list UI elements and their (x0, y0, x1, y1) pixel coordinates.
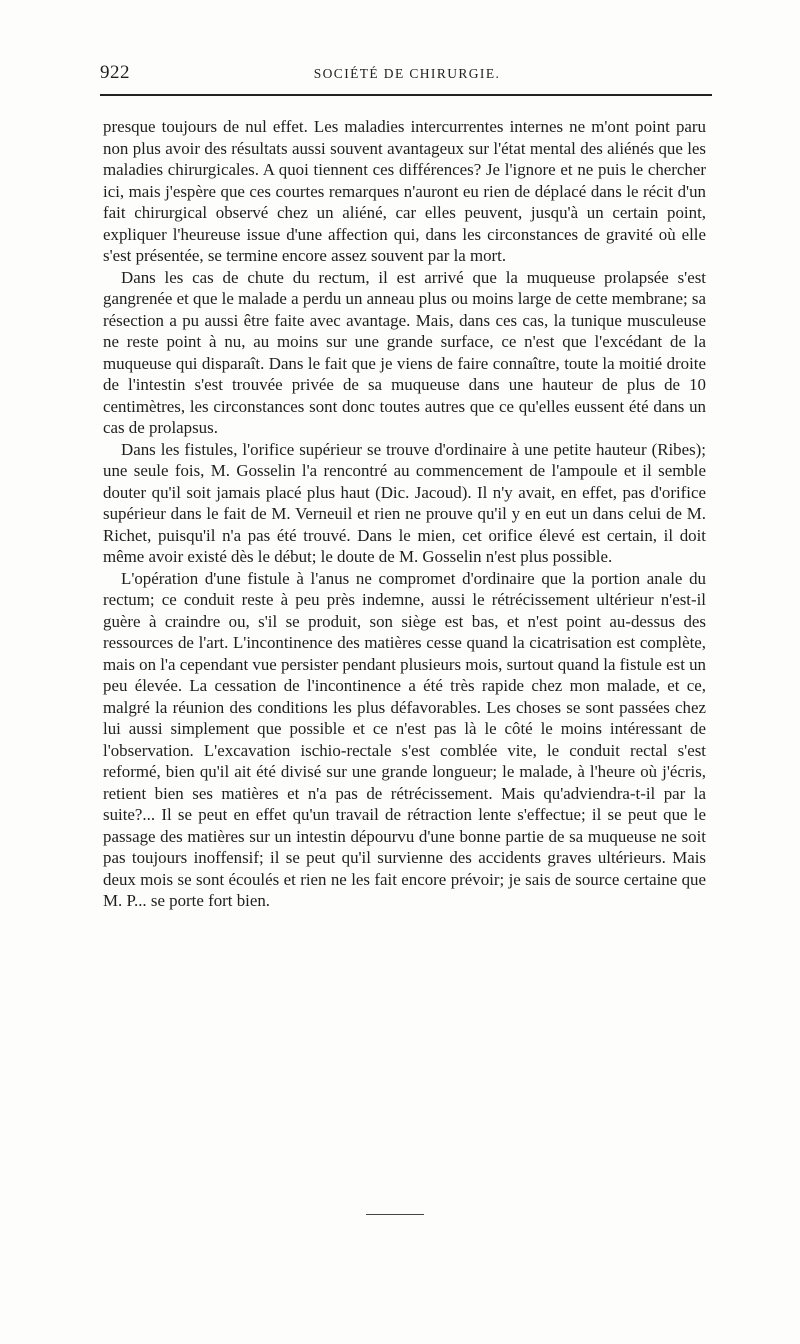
end-rule (366, 1214, 424, 1215)
page-header (100, 62, 714, 88)
paragraph-3: Dans les fistules, l'orifice supérieur se trouve d'ordinaire à une petite hauteur (Ribes); une seule fois, M. Gosselin l'a rencontré au commencement de l'ampoule et il semble douter qu'il soit jamais placé plus haut (Dic. Jacoud). Il n'y avait, en effet, pas d'orifice supérieur dans le fait de M. Verneuil et rien ne prouve qu'il y en eut un dans celui de M. Richet, puisqu'il n'a pas été trouvé. Dans le mien, cet orifice élevé est certain, il doit même avoir existé dès le début; le doute de M. Gosselin n'est plus possible. (103, 439, 706, 566)
paragraph-1: presque toujours de nul effet. Les maladies intercurrentes internes ne m'ont point paru non plus avoir des résultats aussi souvent avantageux sur l'état mental des aliénés que les maladies chirurgicales. A quoi tiennent ces différences? Je l'ignore et ne puis le chercher ici, mais j'espère que ces courtes remarques n'auront eu rien de déplacé dans le récit d'un fait chirurgical observé chez un aliéné, car elles peuvent, jusqu'à un certain point, expliquer l'heureuse issue d'une affection qui, dans les circonstances de gravité où elle s'est présentée, se termine encore assez souvent par la mort. (103, 117, 706, 265)
header-rule (100, 94, 712, 96)
body-text (103, 116, 706, 912)
running-title: SOCIÉTÉ DE CHIRURGIE. (313, 66, 501, 81)
paragraph-2: Dans les cas de chute du rectum, il est arrivé que la muqueuse prolapsée s'est gangrenée et que le malade a perdu un anneau plus ou moins large de cette membrane; sa résection a pu aussi être faite avec avantage. Mais, dans ces cas, la tunique musculeuse ne reste point à nu, au moins sur une grande surface, ce n'est que l'excédant de la muqueuse qui disparaît. Dans le fait que je viens de faire connaître, toute la moitié droite de l'intestin s'est trouvée privée de sa muqueuse dans une hauteur de plus de 10 centimètres, les circonstances sont donc toutes autres que ce qu'elles eussent été dans un cas de prolapsus. (103, 267, 706, 437)
paragraph-4: L'opération d'une fistule à l'anus ne compromet d'ordinaire que la portion anale du rectum; ce conduit reste à peu près indemne, aussi le rétrécissement ultérieur n'est-il guère à craindre ou, s'il se produit, son siège est bas, et n'est point au-dessus des ressources de l'art. L'incontinence des matières cesse quand la cicatrisation est complète, mais on l'a cependant vue persister pendant plusieurs mois, surtout quand la fistule est un peu élevée. La cessation de l'incontinence a été très rapide chez mon malade, et ce, malgré la réunion des conditions les plus défavorables. Les choses se sont passées chez lui aussi simplement que possible et ce n'est pas là le côté le moins intéressant de l'observation. L'excavation ischio-rectale s'est comblée vite, le conduit rectal s'est reformé, bien qu'il ait été divisé sur une grande longueur; le malade, à l'heure où j'écris, retient bien ses matières et n'a pas de rétrécissement. Mais qu'adviendra-t-il par la suite?... Il se peut en effet qu'un travail de rétraction lente s'effectue; il se peut que le passage des matières sur un intestin dépourvu d'une bonne partie de sa muqueuse ne soit pas toujours inoffensif; il se peut qu'il survienne des accidents graves ultérieurs. Mais deux mois se sont écoulés et rien ne les fait encore prévoir; je sais de source certaine que M. P... se porte fort bien. (103, 568, 706, 910)
page-number: 922 (100, 62, 130, 83)
